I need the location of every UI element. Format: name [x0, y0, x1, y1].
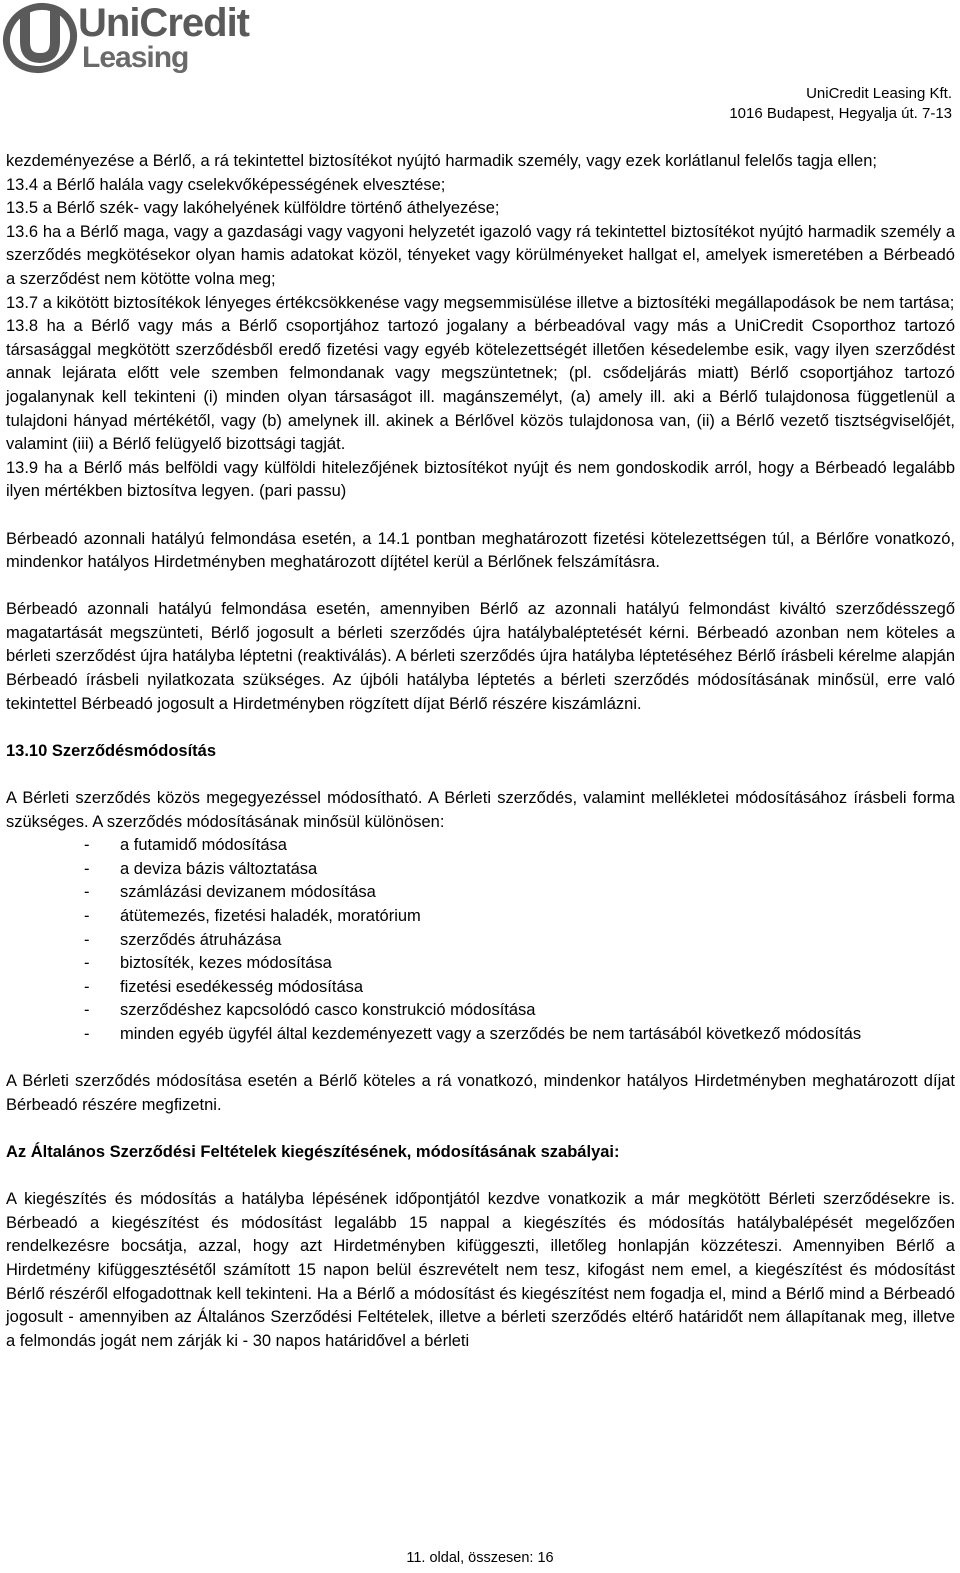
- clause-13-6: 13.6 ha a Bérlő maga, vagy a gazdasági vagy vagyoni helyzetét igazoló vagy rá tekintettel biztosítékot nyújtó harmadik személy a szerződés megkötésekor olyan hamis adatokat közöl, tényeket vagy körülményeket hallgat el, amelyek ismeretében a Bérbeadó a szerződést nem kötötte volna meg;: [6, 222, 955, 288]
- list-dash: -: [84, 836, 90, 855]
- list-item: [6, 929, 955, 953]
- list-dash: -: [84, 907, 90, 925]
- list-item-text: fizetési esedékesség módosítása: [120, 977, 364, 996]
- section-heading-13-10: 13.10 Szerződésmódosítás: [6, 741, 217, 760]
- list-item: [6, 905, 955, 929]
- logo-text-leasing: Leasing: [82, 41, 189, 74]
- clause-13-8: 13.8 ha a Bérlő vagy más a Bérlő csoportjához tartozó jogalany a bérbeadóval vagy más a UniCredit Csoporthoz tartozó társasággal megkötött szerződésből eredő fizetési vagy egyéb kötelezettségét illetően késedelembe esik, vagy ilyen szerződést annak lejárata előtt vele szemben felmondanak vagy megszüntetnek; (pl. csődeljárás miatt) Bérlő csoportjához tartozó jogalanynak kell tekinteni (i) minden olyan társaságot ill. magánszemélyt, (a) amely ill. aki a Bérlő tulajdonosa függetlenül a tulajdoni hányad mértékétől, vagy (b) amelynek ill. akinek a Bérlővel közös tulajdonosa van, (ii) a Bérlő vezető tisztségviselőjét, valamint (iii) a Bérlő felügyelő bizottsági tagját.: [6, 317, 955, 454]
- list-item-text: a deviza bázis változtatása: [120, 859, 318, 878]
- list-item: [6, 881, 955, 905]
- list-dash: -: [84, 859, 90, 878]
- list-item-text: a futamidő módosítása: [120, 836, 287, 855]
- company-address: 1016 Budapest, Hegyalja út. 7-13: [729, 105, 952, 122]
- list-item-text: minden egyéb ügyfél által kezdeményezett vagy a szerződés be nem tartásából következő módosítás: [120, 1024, 862, 1043]
- list-dash: -: [84, 883, 90, 902]
- list-dash: -: [84, 977, 90, 996]
- paragraph-modification-intro: A Bérleti szerződés közös megegyezéssel módosítható. A Bérleti szerződés, valamint mellékletei módosításához írásbeli forma szükséges. A szerződés módosításának minősül különösen:: [6, 789, 955, 831]
- clause-13-4: 13.4 a Bérlő halála vagy cselekvőképességének elvesztése;: [6, 175, 446, 194]
- document-body: [6, 150, 955, 1353]
- page-footer: 11. oldal, összesen: 16: [406, 1550, 554, 1566]
- list-item: [6, 999, 955, 1023]
- list-dash: -: [84, 954, 90, 973]
- list-item: [6, 834, 955, 858]
- clause-13-9: 13.9 ha a Bérlő más belföldi vagy külföldi hitelezőjének biztosítékot nyújt és nem gondoskodik arról, hogy a Bérbeadó legalább ilyen mértékben biztosítva legyen. (pari passu): [6, 458, 955, 501]
- clause-13-7: 13.7 a kikötött biztosítékok lényeges értékcsökkenése vagy megsemmisülése illetve a biztosítéki megállapodások be nem tartása;: [6, 293, 955, 312]
- paragraph-gtc-rules: A kiegészítés és módosítás a hatályba lépésének időpontjától kezdve vonatkozik a már megkötött Bérleti szerződésekre is. Bérbeadó a kiegészítést és módosítást legalább 15 nappal a kiegészítés és módosítás hatálybalépését megelőzően rendelkezésre bocsátja, azzal, hogy azt Hirdetményben kifüggeszti, illetőleg honlapján közzéteszi. Amennyiben Bérlő a Hirdetmény kifüggesztésétől számított 15 napon belül észrevételt nem tesz, kifogást nem emel, a kiegészítést és módosítást Bérlő részéről elfogadottnak kell tekinteni. Ha a Bérlő a módosítást és kiegészítést nem fogadja el, mind a Bérlő mind a Bérbeadó jogosult - amennyiben az Általános Szerződési Feltételek, illetve a bérleti szerződés eltérő határidőt nem állapítanak meg, illetve a felmondás jogát nem zárják ki - 30 napos határidővel a bérleti: [6, 1190, 955, 1350]
- list-item-text: számlázási devizanem módosítása: [120, 883, 376, 902]
- logo-text-unicredit: UniCredit: [78, 1, 249, 45]
- list-item-text: biztosíték, kezes módosítása: [120, 954, 332, 973]
- list-item: [6, 858, 955, 882]
- company-info: [729, 84, 952, 124]
- list-item: [6, 1023, 955, 1047]
- list-item-text: szerződés átruházása: [120, 930, 282, 949]
- list-item-text: átütemezés, fizetési haladék, moratórium: [120, 907, 421, 925]
- list-dash: -: [84, 930, 90, 949]
- list-dash: -: [84, 1001, 90, 1020]
- paragraph-reactivation: Bérbeadó azonnali hatályú felmondása esetén, amennyiben Bérlő az azonnali hatályú felmondást kiváltó szerződésszegő magatartását megszünteti, Bérlő jogosult a bérleti szerződés újra hatálybaléptetését kérni. Bérbeadó azonban nem köteles a bérleti szerződést újra hatályba léptetni (reaktiválás). A bérleti szerződés újra hatályba léptetéséhez Bérlő írásbeli kérelme alapján Bérbeadó írásbeli nyilatkozata szükséges. Az újbóli hatályba léptetés a bérleti szerződés módosításának minősül, erre való tekintettel Bérbeadó jogosult a Hirdetményben rögzített díjat Bérlő részére kiszámlázni.: [6, 600, 955, 713]
- paragraph-intro: kezdeményezése a Bérlő, a rá tekintettel biztosítékot nyújtó harmadik személy, vagy ezek korlátlanul felelős tagja ellen;: [6, 152, 877, 170]
- clause-13-5: 13.5 a Bérlő szék- vagy lakóhelyének külföldre történő áthelyezése;: [6, 199, 500, 218]
- paragraph-modification-fee: A Bérleti szerződés módosítása esetén a Bérlő köteles a rá vonatkozó, mindenkor hatályos Hirdetményben meghatározott díjat Bérbeadó részére megfizetni.: [6, 1072, 955, 1114]
- section-heading-gtc-rules: Az Általános Szerződési Feltételek kiegészítésének, módosításának szabályai:: [6, 1142, 620, 1161]
- modification-list: [6, 834, 955, 1046]
- list-dash: -: [84, 1024, 90, 1043]
- list-item: [6, 976, 955, 1000]
- paragraph-termination-fee: Bérbeadó azonnali hatályú felmondása esetén, a 14.1 pontban meghatározott fizetési kötelezettségen túl, a Bérlőre vonatkozó, mindenkor hatályos Hirdetményben meghatározott díjtétel kerül a Bérlőnek felszámításra.: [6, 529, 955, 572]
- list-item-text: szerződéshez kapcsolódó casco konstrukció módosítása: [120, 1001, 536, 1020]
- list-item: [6, 952, 955, 976]
- unicredit-emblem-icon: [2, 0, 82, 80]
- company-name: UniCredit Leasing Kft.: [806, 85, 952, 102]
- unicredit-leasing-logo: [2, 0, 249, 82]
